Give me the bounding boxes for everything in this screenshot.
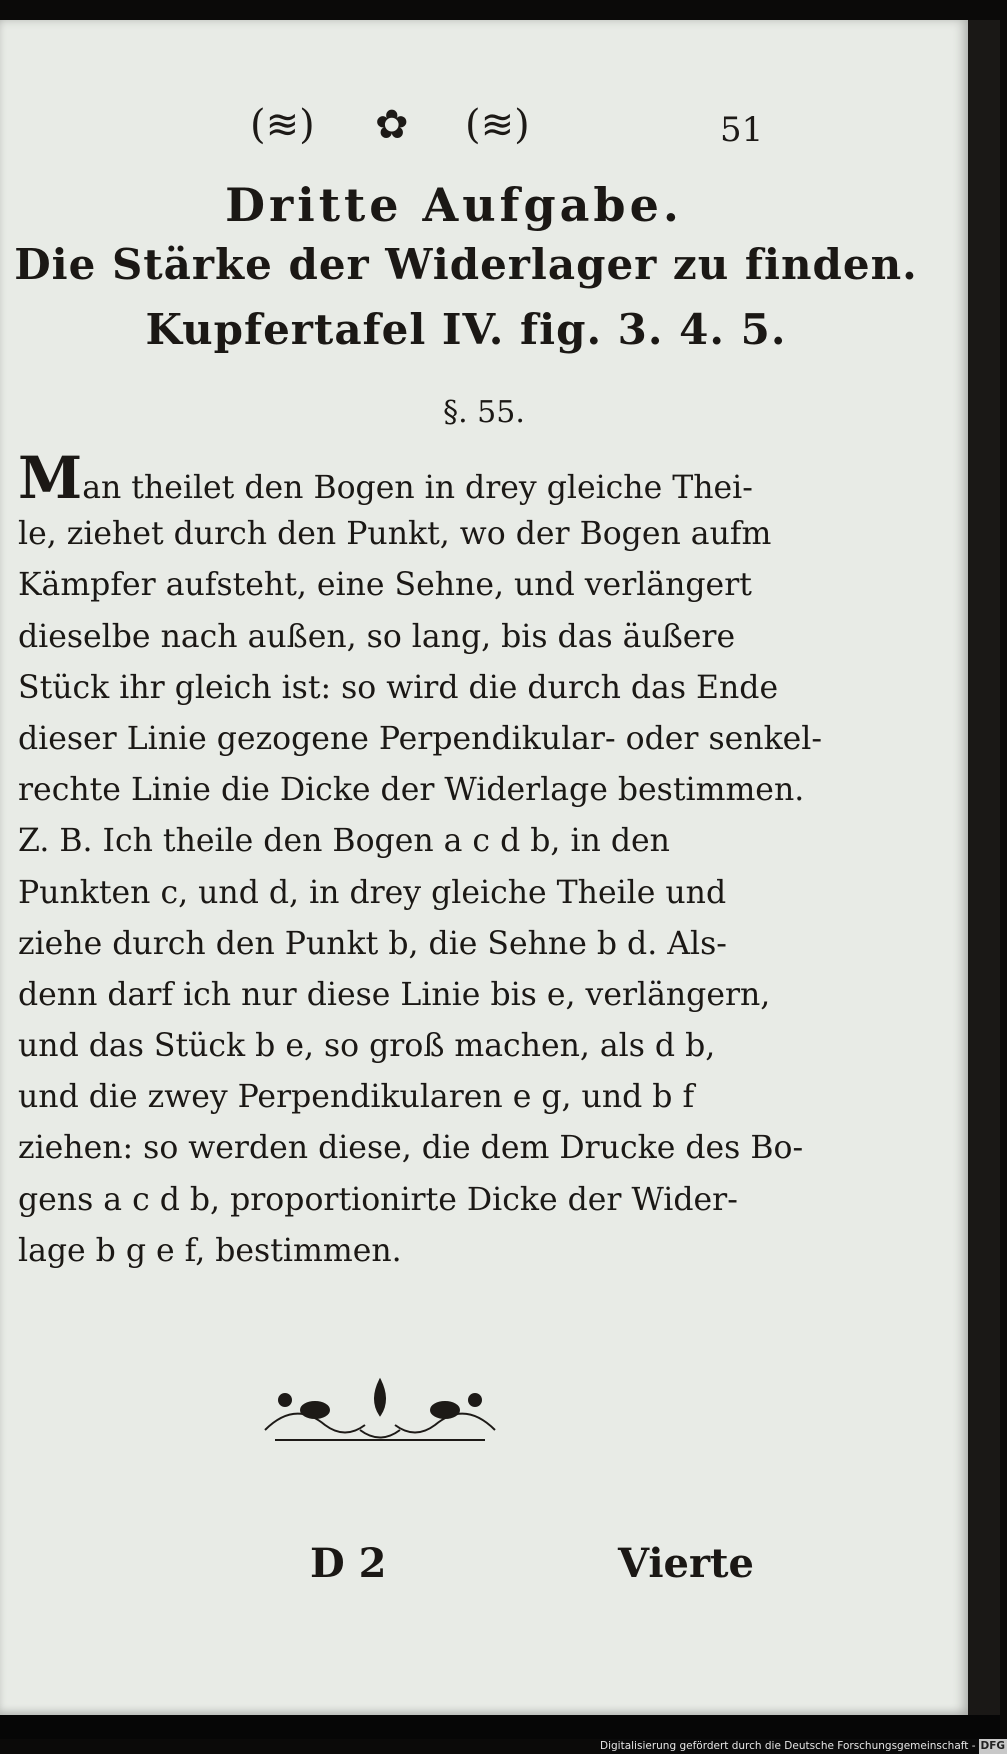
left-ornament-icon: (≋)	[250, 102, 315, 148]
header-ornament-row	[250, 100, 550, 150]
text-line: lage b g e f, bestimmen.	[18, 1232, 402, 1269]
drop-cap: M	[18, 444, 83, 512]
text-line: Z. B. Ich theile den Bogen a c d b, in den	[18, 823, 670, 860]
center-ornament-icon: ✿	[375, 102, 409, 148]
text-line: ziehen: so werden diese, die dem Drucke des Bo-	[18, 1130, 804, 1167]
text-line: Stück ihr gleich ist: so wird die durch das Ende	[18, 669, 779, 706]
right-ornament-icon: (≋)	[465, 102, 530, 148]
text-line: Kämpfer aufsteht, eine Sehne, und verlängert	[18, 567, 752, 604]
body-paragraph	[18, 444, 823, 1277]
page-number: 51	[720, 110, 764, 150]
printer-signature: D 2	[310, 1540, 387, 1587]
credit-text: Digitalisierung gefördert durch die Deutsche Forschungsgemeinschaft -	[600, 1740, 976, 1752]
text-line: und die zwey Perpendikularen e g, und b f	[18, 1079, 695, 1116]
text-line: dieser Linie gezogene Perpendikular- oder senkel-	[18, 720, 823, 757]
digitization-credit	[600, 1739, 1006, 1754]
catchword: Vierte	[618, 1540, 754, 1587]
text-line: le, ziehet durch den Punkt, wo der Bogen aufm	[18, 516, 772, 553]
chapter-title: Dritte Aufgabe.	[225, 178, 683, 232]
plate-reference: Kupfertafel IV. fig. 3. 4. 5.	[145, 305, 787, 354]
text-line: Man theilet den Bogen in drey gleiche Thei-	[18, 444, 753, 512]
book-edge	[968, 20, 1000, 1715]
floral-vignette-icon	[255, 1370, 505, 1450]
text-line: und das Stück b e, so groß machen, als d b,	[18, 1028, 716, 1065]
text-line: dieselbe nach außen, so lang, bis das äußere	[18, 618, 736, 655]
text-line: gens a c d b, proportionirte Dicke der Wider-	[18, 1181, 738, 1218]
chapter-subtitle: Die Stärke der Widerlager zu finden.	[14, 240, 918, 289]
dfg-logo-icon: DFG	[980, 1740, 1006, 1752]
section-number: §. 55.	[443, 395, 525, 430]
text-line: rechte Linie die Dicke der Widerlage bestimmen.	[18, 772, 805, 809]
text-line: ziehe durch den Punkt b, die Sehne b d. Als-	[18, 925, 727, 962]
text-line: Punkten c, und d, in drey gleiche Theile und	[18, 874, 727, 911]
text-line: denn darf ich nur diese Linie bis e, verlängern,	[18, 976, 771, 1013]
scan-border	[0, 1715, 1000, 1739]
